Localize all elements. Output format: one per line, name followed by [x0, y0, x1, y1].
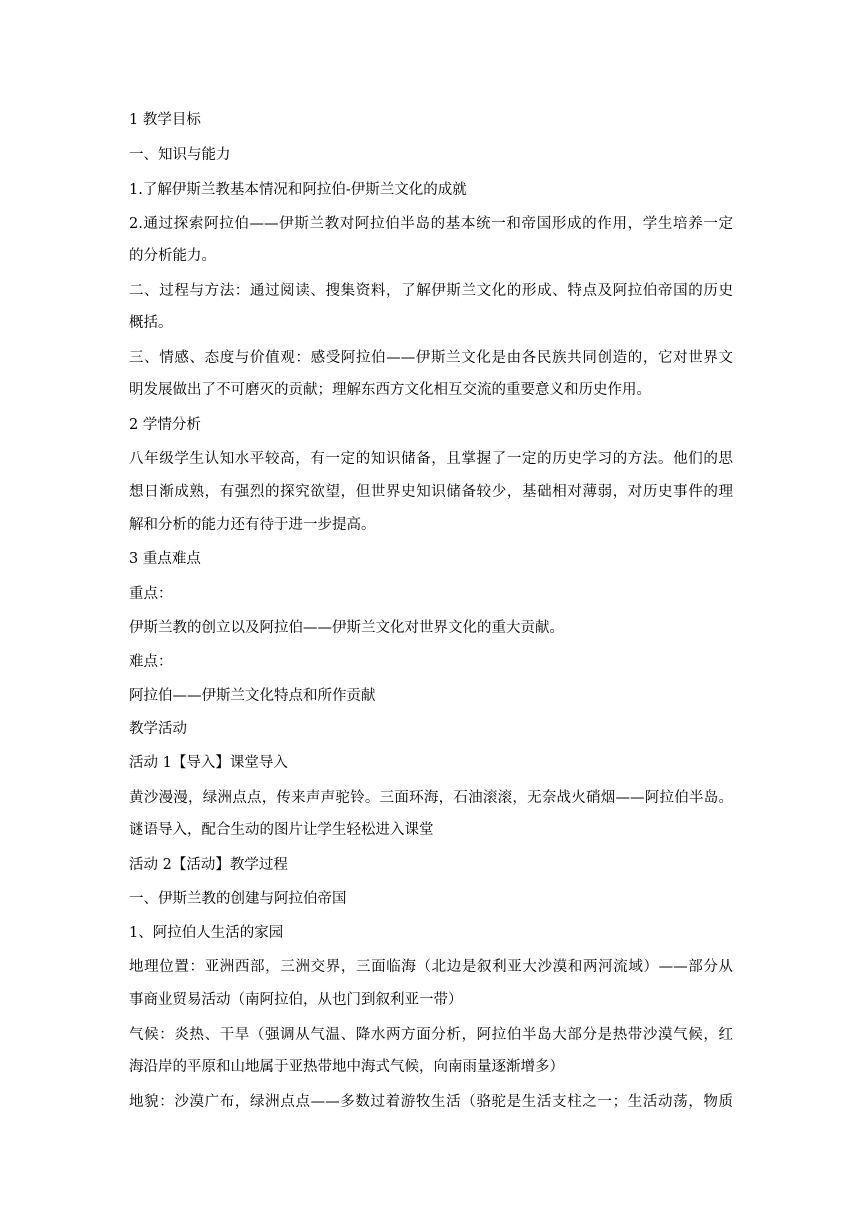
geo-location-line-1: 地理位置：亚洲西部，三洲交界，三面临海（北边是叙利亚大沙漠和两河流域）——部分从	[129, 959, 733, 975]
climate-line-1: 气候：炎热、干旱（强调从气温、降水两方面分析，阿拉伯半岛大部分是热带沙漠气候，红	[129, 1027, 733, 1043]
activity-1-text-line-2: 谜语导入，配合生动的图片让学生轻松进入课堂	[129, 822, 434, 838]
section-heading-teaching-goals: 1 教学目标	[129, 112, 201, 128]
section-heading-student-analysis: 2 学情分析	[129, 417, 201, 433]
emotion-values-line-2: 明发展做出了不可磨灭的贡献；理解东西方文化相互交流的重要意义和历史作用。	[129, 382, 651, 398]
teaching-activities-heading: 教学活动	[129, 721, 187, 737]
goal-item-2-line-1: 2.通过探索阿拉伯——伊斯兰教对阿拉伯半岛的基本统一和帝国形成的作用，学生培养一定	[129, 216, 733, 232]
student-analysis-line-3: 解和分析的能力还有待于进一步提高。	[129, 517, 376, 533]
goal-item-2-line-2: 的分析能力。	[129, 248, 216, 264]
difficulty-label: 难点：	[129, 654, 173, 670]
lesson-part-1-heading: 一、伊斯兰教的创建与阿拉伯帝国	[129, 891, 347, 907]
landform-line-1: 地貌：沙漠广布，绿洲点点——多数过着游牧生活（骆驼是生活支柱之一；生活动荡，物质	[129, 1094, 733, 1110]
key-point-text: 伊斯兰教的创立以及阿拉伯——伊斯兰文化对世界文化的重大贡献。	[129, 620, 564, 636]
student-analysis-line-1: 八年级学生认知水平较高，有一定的知识储备，且掌握了一定的历史学习的方法。他们的思	[129, 451, 733, 467]
process-method-line-1: 二、过程与方法：通过阅读、搜集资料，了解伊斯兰文化的形成、特点及阿拉伯帝国的历史	[129, 283, 733, 299]
goal-item-1: 1.了解伊斯兰教基本情况和阿拉伯-伊斯兰文化的成就	[129, 182, 467, 198]
student-analysis-line-2: 想日渐成熟，有强烈的探究欲望，但世界史知识储备较少，基础相对薄弱，对历史事件的理	[129, 484, 733, 500]
emotion-values-line-1: 三、情感、态度与价值观：感受阿拉伯——伊斯兰文化是由各民族共同创造的，它对世界文	[129, 350, 733, 366]
process-method-line-2: 概括。	[129, 315, 173, 331]
subheading-knowledge-ability: 一、知识与能力	[129, 147, 231, 163]
key-point-label: 重点：	[129, 586, 173, 602]
activity-1-heading: 活动 1【导入】课堂导入	[129, 755, 288, 771]
lesson-subheading-homeland: 1、阿拉伯人生活的家园	[129, 925, 284, 941]
activity-2-heading: 活动 2【活动】教学过程	[129, 857, 288, 873]
activity-1-text-line-1: 黄沙漫漫，绿洲点点，传来声声驼铃。三面环海，石油滚滚，无奈战火硝烟——阿拉伯半岛。	[129, 790, 733, 806]
climate-line-2: 海沿岸的平原和山地属于亚热带地中海式气候，向南雨量逐渐增多）	[129, 1059, 564, 1075]
geo-location-line-2: 事商业贸易活动（南阿拉伯，从也门到叙利亚一带）	[129, 992, 463, 1008]
section-heading-key-points: 3 重点难点	[129, 551, 201, 567]
difficulty-text: 阿拉伯——伊斯兰文化特点和所作贡献	[129, 688, 376, 704]
